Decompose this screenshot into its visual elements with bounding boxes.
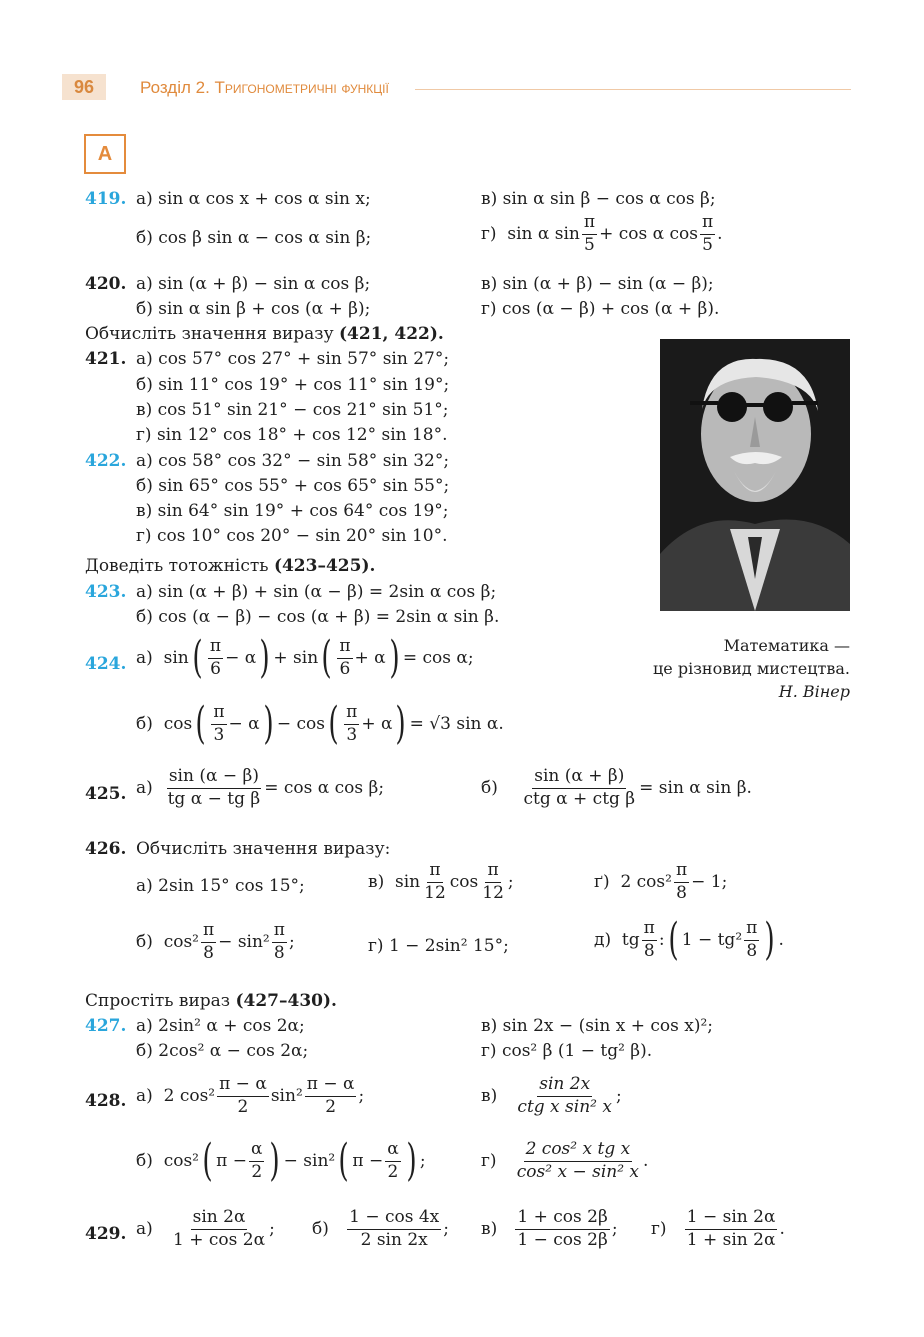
fraction: $\frac{\alpha}{2}$ bbox=[387, 1138, 399, 1182]
fraction: $\frac{\text{2 cos² x tg x}}{\text{cos² x − sin² x}}$ bbox=[516, 1139, 640, 1182]
fraction: $\frac{\sin (\alpha + \beta)}{\text{ctg α + ctg β}}$ bbox=[523, 766, 636, 809]
problem-426-v bbox=[368, 862, 514, 903]
problem-423-b: б) cos (α − β) − cos (α + β) = 2sin α sin β. bbox=[136, 607, 500, 627]
problem-420-a: а) sin (α + β) − sin α cos β; bbox=[136, 274, 371, 294]
fraction: $\frac{\alpha}{2}$ bbox=[250, 1138, 263, 1182]
expr-part: − 1; bbox=[691, 871, 728, 892]
expr-part: 2 cos² bbox=[163, 1085, 216, 1106]
problem-427-number: 427. bbox=[85, 1016, 127, 1036]
problem-422-g: г) cos 10° cos 20° − sin 20° sin 10°. bbox=[136, 526, 448, 546]
level-badge: А bbox=[84, 134, 126, 174]
expr-part: = sin α sin β. bbox=[639, 777, 752, 798]
problem-427-b: б) 2cos² α − cos 2α; bbox=[136, 1041, 309, 1061]
problem-422-number: 422. bbox=[85, 451, 127, 471]
problem-419-g bbox=[481, 214, 723, 255]
expr-part: ; bbox=[269, 1218, 275, 1239]
right-paren: ) bbox=[263, 698, 274, 749]
problem-429-number: 429. bbox=[85, 1224, 127, 1244]
right-paren: ) bbox=[389, 632, 400, 683]
expr-part: ; bbox=[288, 931, 295, 952]
expr-part: = cos α cos β; bbox=[264, 777, 385, 798]
section-title: Тригонометричні функції bbox=[214, 78, 389, 97]
running-head bbox=[140, 78, 389, 98]
expr-part: − cos bbox=[276, 713, 325, 734]
expr-part: − sin² bbox=[283, 1150, 336, 1171]
expr-part: ; bbox=[443, 1218, 449, 1239]
right-paren: ) bbox=[406, 1135, 417, 1186]
problem-428-a bbox=[136, 1076, 364, 1117]
problem-425-number: 425. bbox=[85, 784, 127, 804]
instruction-text: Доведіть тотожність bbox=[85, 556, 274, 576]
item-label: в) bbox=[481, 1218, 498, 1239]
item-label: ґ) bbox=[594, 871, 610, 892]
right-paren: ) bbox=[395, 698, 407, 749]
left-paren: ( bbox=[338, 1135, 349, 1186]
problem-419-b: б) cos β sin α − cos α sin β; bbox=[136, 228, 372, 248]
problem-419-v: в) sin α sin β − cos α cos β; bbox=[481, 189, 716, 209]
portrait-photo bbox=[660, 339, 850, 611]
fraction: $\frac{1 + \cos 2\beta}{1 - \cos 2\beta}$ bbox=[517, 1207, 608, 1250]
left-paren: ( bbox=[667, 914, 679, 965]
problem-427-a: а) 2sin² α + cos 2α; bbox=[136, 1016, 305, 1036]
expr-part: cos bbox=[449, 871, 479, 892]
problem-426-d bbox=[594, 914, 784, 965]
item-label: в) bbox=[481, 1085, 498, 1106]
expr-part: sin α sin bbox=[507, 223, 580, 244]
quote-line-1: Математика — bbox=[723, 636, 850, 655]
left-paren: ( bbox=[321, 632, 332, 683]
problem-422-b: б) sin 65° cos 55° + cos 65° sin 55°; bbox=[136, 476, 450, 496]
problem-429-a bbox=[136, 1209, 275, 1250]
problem-420-g: г) cos (α − β) + cos (α + β). bbox=[481, 299, 720, 319]
expr-part: . bbox=[779, 1218, 785, 1239]
problem-424-number: 424. bbox=[85, 654, 127, 674]
expr-part: cos bbox=[163, 713, 193, 734]
item-label: г) bbox=[651, 1218, 667, 1239]
expr-part: + cos α cos bbox=[599, 223, 698, 244]
expr-part: − α bbox=[225, 647, 257, 668]
expr-part: + α bbox=[361, 713, 393, 734]
item-label: а) bbox=[136, 1218, 153, 1239]
item-label: г) bbox=[481, 1150, 497, 1171]
problem-428-b bbox=[136, 1135, 426, 1186]
item-label: а) bbox=[136, 1085, 153, 1106]
fraction: $\frac{\pi}{8}$ bbox=[202, 920, 215, 963]
quote-line-2: це різновид мистецтва. bbox=[653, 659, 850, 678]
problem-419-number: 419. bbox=[85, 189, 127, 209]
fraction: $\frac{\pi - \alpha}{2}$ bbox=[219, 1074, 267, 1117]
item-label: в) bbox=[368, 871, 385, 892]
problem-421-a: а) cos 57° cos 27° + sin 57° sin 27°; bbox=[136, 349, 450, 369]
problem-421-g: г) sin 12° cos 18° + cos 12° sin 18°. bbox=[136, 425, 448, 445]
fraction: $\frac{\pi - \alpha}{2}$ bbox=[306, 1074, 355, 1117]
fraction: $\frac{\pi}{6}$ bbox=[209, 635, 222, 679]
instruction-range: (427–430). bbox=[235, 991, 337, 1011]
item-label: б) bbox=[312, 1218, 329, 1239]
fraction: $\frac{\pi}{12}$ bbox=[424, 860, 446, 903]
problem-421-number: 421. bbox=[85, 349, 127, 369]
right-paren: ) bbox=[269, 1135, 281, 1186]
problem-426-g1 bbox=[594, 862, 727, 903]
expr-part: + α bbox=[354, 647, 386, 668]
item-label: б) bbox=[481, 777, 498, 798]
expr-part: π − bbox=[352, 1150, 384, 1171]
expr-part: − α bbox=[228, 713, 260, 734]
instruction-text: Обчисліть значення виразу bbox=[85, 324, 339, 344]
left-paren: ( bbox=[328, 698, 339, 749]
problem-429-b bbox=[312, 1209, 449, 1250]
item-label: б) bbox=[136, 1150, 153, 1171]
fraction: $\frac{\pi}{8}$ bbox=[643, 917, 655, 961]
quote-block bbox=[653, 634, 850, 703]
problem-426-intro: Обчисліть значення виразу: bbox=[136, 839, 391, 859]
expr-part: . bbox=[778, 929, 784, 950]
problem-426-a: а) 2sin 15° cos 15°; bbox=[136, 876, 305, 896]
problem-428-g bbox=[481, 1141, 648, 1182]
expr-part: = cos α; bbox=[402, 647, 474, 668]
fraction: $\frac{\pi}{8}$ bbox=[746, 917, 758, 961]
section-prefix: Розділ 2. bbox=[140, 78, 210, 97]
instruction-423-425 bbox=[85, 558, 375, 575]
problem-420-v: в) sin (α + β) − sin (α − β); bbox=[481, 274, 714, 294]
problem-424-a bbox=[136, 632, 474, 683]
fraction: $\frac{\sin 2\alpha}{1 + \cos 2\alpha}$ bbox=[173, 1207, 266, 1250]
expr-part: ; bbox=[507, 871, 514, 892]
fraction: $\frac{1 - \cos 4x}{2 \sin 2x}$ bbox=[349, 1207, 440, 1250]
expr-part: tg bbox=[621, 929, 640, 950]
item-label: б) bbox=[136, 931, 153, 952]
problem-425-a bbox=[136, 768, 384, 809]
expr-part: = √3 sin α. bbox=[409, 713, 504, 734]
problem-427-g: г) cos² β (1 − tg² β). bbox=[481, 1041, 653, 1061]
problem-424-b bbox=[136, 698, 504, 749]
problem-421-b: б) sin 11° cos 19° + cos 11° sin 19°; bbox=[136, 375, 450, 395]
problem-419-a: а) sin α cos x + cos α sin x; bbox=[136, 189, 371, 209]
fraction: $\frac{\pi}{3}$ bbox=[346, 701, 358, 745]
left-paren: ( bbox=[202, 1135, 213, 1186]
problem-420-number: 420. bbox=[85, 274, 127, 294]
left-paren: ( bbox=[192, 632, 203, 683]
expr-part: ; bbox=[615, 1085, 622, 1106]
item-label: б) bbox=[136, 713, 153, 734]
expr-part: sin bbox=[395, 871, 421, 892]
fraction: $\frac{1 - \sin 2\alpha}{1 + \sin 2\alpha}$ bbox=[686, 1207, 776, 1250]
fraction: $\frac{\sin 2x}{\text{ctg x sin² x}}$ bbox=[517, 1074, 612, 1117]
fraction: $\frac{\pi}{12}$ bbox=[482, 860, 504, 903]
problem-423-a: а) sin (α + β) + sin (α − β) = 2sin α cos β; bbox=[136, 582, 497, 602]
expr-part: sin bbox=[163, 647, 189, 668]
problem-426-g: г) 1 − 2sin² 15°; bbox=[368, 936, 509, 956]
expr-part: sin² bbox=[270, 1085, 303, 1106]
item-label: а) bbox=[136, 647, 153, 668]
right-paren: ) bbox=[259, 632, 270, 683]
problem-422-v: в) sin 64° sin 19° + cos 64° cos 19°; bbox=[136, 501, 449, 521]
problem-425-b bbox=[481, 768, 752, 809]
fraction: $\frac{\pi}{8}$ bbox=[273, 920, 285, 963]
instruction-range: (423–425). bbox=[273, 556, 376, 576]
instruction-421-422 bbox=[85, 326, 444, 343]
expr-part: . bbox=[717, 223, 723, 244]
expr-part: ; bbox=[358, 1085, 365, 1106]
problem-423-number: 423. bbox=[85, 582, 127, 602]
quote-author: Н. Вінер bbox=[778, 682, 850, 701]
fraction: $\frac{\sin (\alpha - \beta)}{\text{tg α − tg β}}$ bbox=[167, 766, 261, 809]
item-label: а) bbox=[136, 777, 153, 798]
problem-429-v bbox=[481, 1209, 618, 1250]
instruction-range: (421, 422). bbox=[339, 324, 444, 344]
problem-428-number: 428. bbox=[85, 1091, 127, 1111]
expr-part: 2 cos² bbox=[620, 871, 672, 892]
problem-427-v: в) sin 2x − (sin x + cos x)²; bbox=[481, 1016, 714, 1036]
expr-part: 1 − tg² bbox=[681, 929, 743, 950]
expr-part: : bbox=[658, 929, 665, 950]
left-paren: ( bbox=[195, 698, 206, 749]
right-paren: ) bbox=[764, 914, 776, 965]
expr-part: π − bbox=[216, 1150, 247, 1171]
item-label: г) bbox=[481, 223, 497, 244]
instruction-427-430 bbox=[85, 993, 337, 1010]
instruction-text: Спростіть вираз bbox=[85, 991, 236, 1011]
fraction: $\frac{\pi}{8}$ bbox=[675, 860, 688, 903]
problem-422-a: а) cos 58° cos 32° − sin 58° sin 32°; bbox=[136, 451, 450, 471]
header-rule bbox=[415, 89, 851, 90]
expr-part: − sin² bbox=[218, 931, 270, 952]
expr-part: ; bbox=[611, 1218, 618, 1239]
fraction: $\frac{\pi}{3}$ bbox=[213, 701, 225, 745]
problem-421-v: в) cos 51° sin 21° − cos 21° sin 51°; bbox=[136, 400, 449, 420]
problem-429-g bbox=[651, 1209, 785, 1250]
problem-426-b bbox=[136, 922, 295, 963]
expr-part: cos² bbox=[163, 931, 199, 952]
fraction: $\frac{\pi}{5}$ bbox=[583, 212, 596, 255]
fraction: $\frac{\pi}{6}$ bbox=[339, 635, 351, 679]
problem-428-v bbox=[481, 1076, 622, 1117]
expr-part: . bbox=[643, 1150, 649, 1171]
expr-part: + sin bbox=[273, 647, 319, 668]
expr-part: ; bbox=[419, 1150, 426, 1171]
fraction: $\frac{\pi}{5}$ bbox=[701, 212, 714, 255]
problem-426-number: 426. bbox=[85, 839, 127, 859]
item-label: д) bbox=[594, 929, 612, 950]
page-number: 96 bbox=[62, 74, 106, 100]
expr-part: cos² bbox=[163, 1150, 199, 1171]
problem-420-b: б) sin α sin β + cos (α + β); bbox=[136, 299, 371, 319]
